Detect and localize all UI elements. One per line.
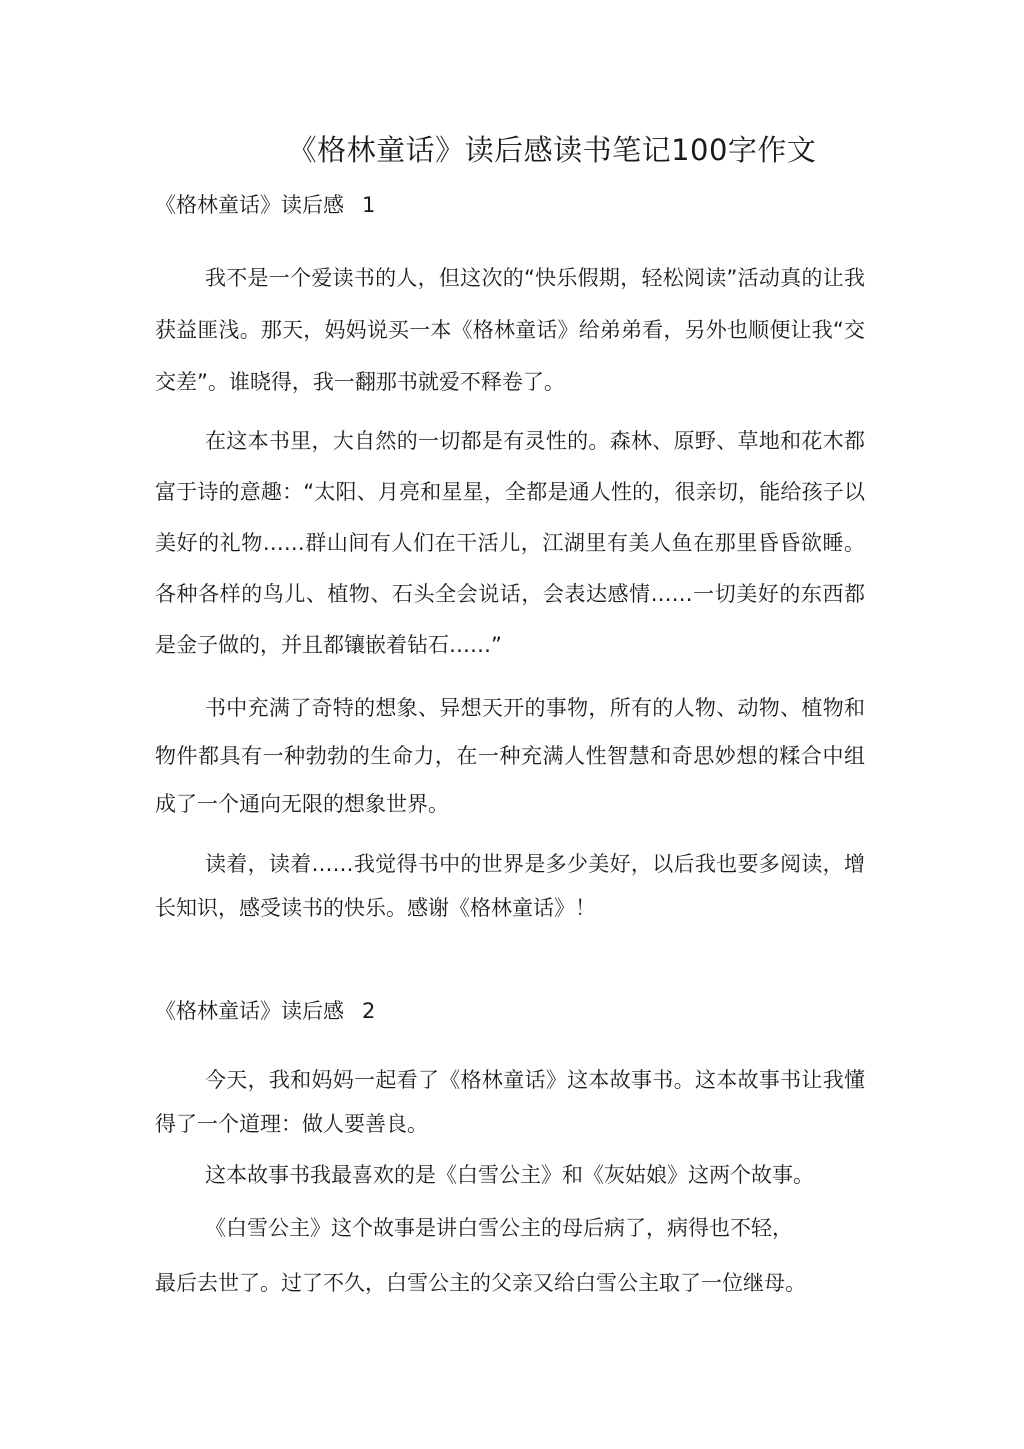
section-1-paragraph-4: 读着，读着……我觉得书中的世界是多少美好，以后我也要多阅读，增长知识，感受读书的快乐。感谢《格林童话》！: [155, 852, 865, 920]
section-2-heading-text: 《格林童话》读后感: [155, 999, 344, 1023]
section-2-paragraph-4: 最后去世了。过了不久，白雪公主的父亲又给白雪公主取了一位继母。: [155, 1271, 806, 1295]
section-2-paragraph-1: 今天，我和妈妈一起看了《格林童话》这本故事书。这本故事书让我懂得了一个道理：做人要善良。: [155, 1068, 865, 1136]
section-2-paragraph-2: 这本故事书我最喜欢的是《白雪公主》和《灰姑娘》这两个故事。: [205, 1163, 814, 1187]
section-1-heading: [155, 190, 375, 220]
section-1-paragraph-3: 书中充满了奇特的想象、异想天开的事物，所有的人物、动物、植物和物件都具有一种勃勃的生命力，在一种充满人性智慧和奇思妙想的糅合中组成了一个通向无限的想象世界。: [155, 696, 865, 816]
section-1-heading-text: 《格林童话》读后感: [155, 193, 344, 217]
section-2-heading: [155, 996, 375, 1026]
section-2-paragraph-3: 《白雪公主》这个故事是讲白雪公主的母后病了，病得也不轻，: [205, 1216, 793, 1240]
section-1-number: 1: [362, 193, 376, 217]
section-2-number: 2: [362, 999, 376, 1023]
section-1-paragraph-2: 在这本书里，大自然的一切都是有灵性的。森林、原野、草地和花木都富于诗的意趣：“太阳、月亮和星星，全都是通人性的，很亲切，能给孩子以美好的礼物……群山间有人们在干活儿，江湖里有美人鱼在那里昏昏欲睡。各种各样的鸟儿、植物、石头全会说话，会表达感情……一切美好的东西都是金子做的，并且都镶嵌着钻石……”: [155, 429, 865, 657]
section-1-paragraph-1: 我不是一个爱读书的人，但这次的“快乐假期，轻松阅读”活动真的让我获益匪浅。那天，妈妈说买一本《格林童话》给弟弟看，另外也顺便让我“交交差”。谁晓得，我一翻那书就爱不释卷了。: [155, 266, 865, 394]
document-title: 《格林童话》读后感读书笔记100字作文: [287, 133, 817, 167]
